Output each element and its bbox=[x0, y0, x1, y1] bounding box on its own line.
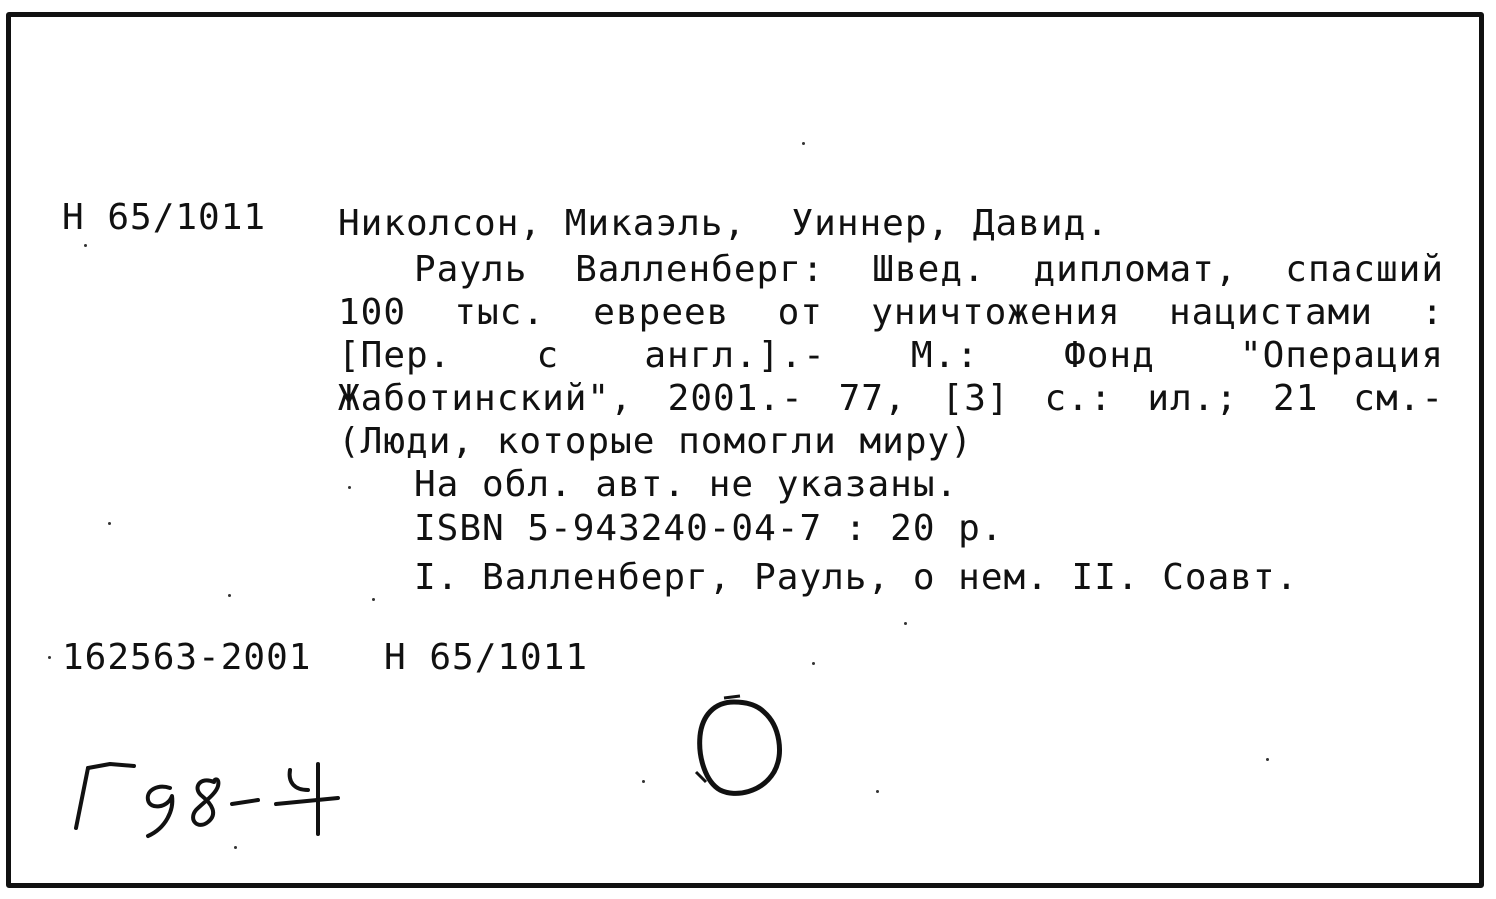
scan-speck bbox=[812, 662, 815, 665]
scan-speck bbox=[228, 594, 231, 597]
handwritten-shelf-mark bbox=[62, 740, 362, 850]
scan-speck bbox=[372, 598, 375, 601]
scan-speck bbox=[234, 846, 237, 849]
accession-number: 162563-2001 bbox=[62, 637, 312, 678]
author-heading: Николсон, Микаэль, Уиннер, Давид. bbox=[338, 203, 1109, 244]
accession-call-number: Н 65/1011 bbox=[384, 637, 589, 678]
scan-speck bbox=[876, 790, 879, 793]
scan-speck bbox=[802, 142, 805, 145]
scan-speck bbox=[1266, 758, 1269, 761]
scan-speck bbox=[48, 656, 51, 659]
title-line-2: 100 тыс. евреев от уничтожения нацистами : bbox=[338, 292, 1444, 333]
scan-speck bbox=[348, 486, 351, 489]
tracings-line: I. Валленберг, Рауль, о нем. II. Соавт. bbox=[414, 557, 1299, 598]
scan-speck bbox=[904, 622, 907, 625]
isbn-line: ISBN 5-943240-04-7 : 20 р. bbox=[414, 508, 1004, 549]
scan-speck bbox=[108, 522, 111, 525]
title-line-1: Рауль Валленберг: Швед. дипломат, спасший bbox=[414, 249, 1444, 290]
title-line-3: [Пер. с англ.].- М.: Фонд "Операция bbox=[338, 335, 1444, 376]
punch-hole bbox=[676, 694, 796, 804]
scan-speck bbox=[84, 244, 87, 247]
series-line: (Люди, которые помогли миру) bbox=[338, 421, 973, 462]
call-number: Н 65/1011 bbox=[62, 197, 267, 238]
scan-speck bbox=[642, 780, 645, 783]
title-line-4: Жаботинский", 2001.- 77, [3] с.: ил.; 21 см.- bbox=[338, 378, 1444, 419]
note-line: На обл. авт. не указаны. bbox=[414, 464, 959, 505]
